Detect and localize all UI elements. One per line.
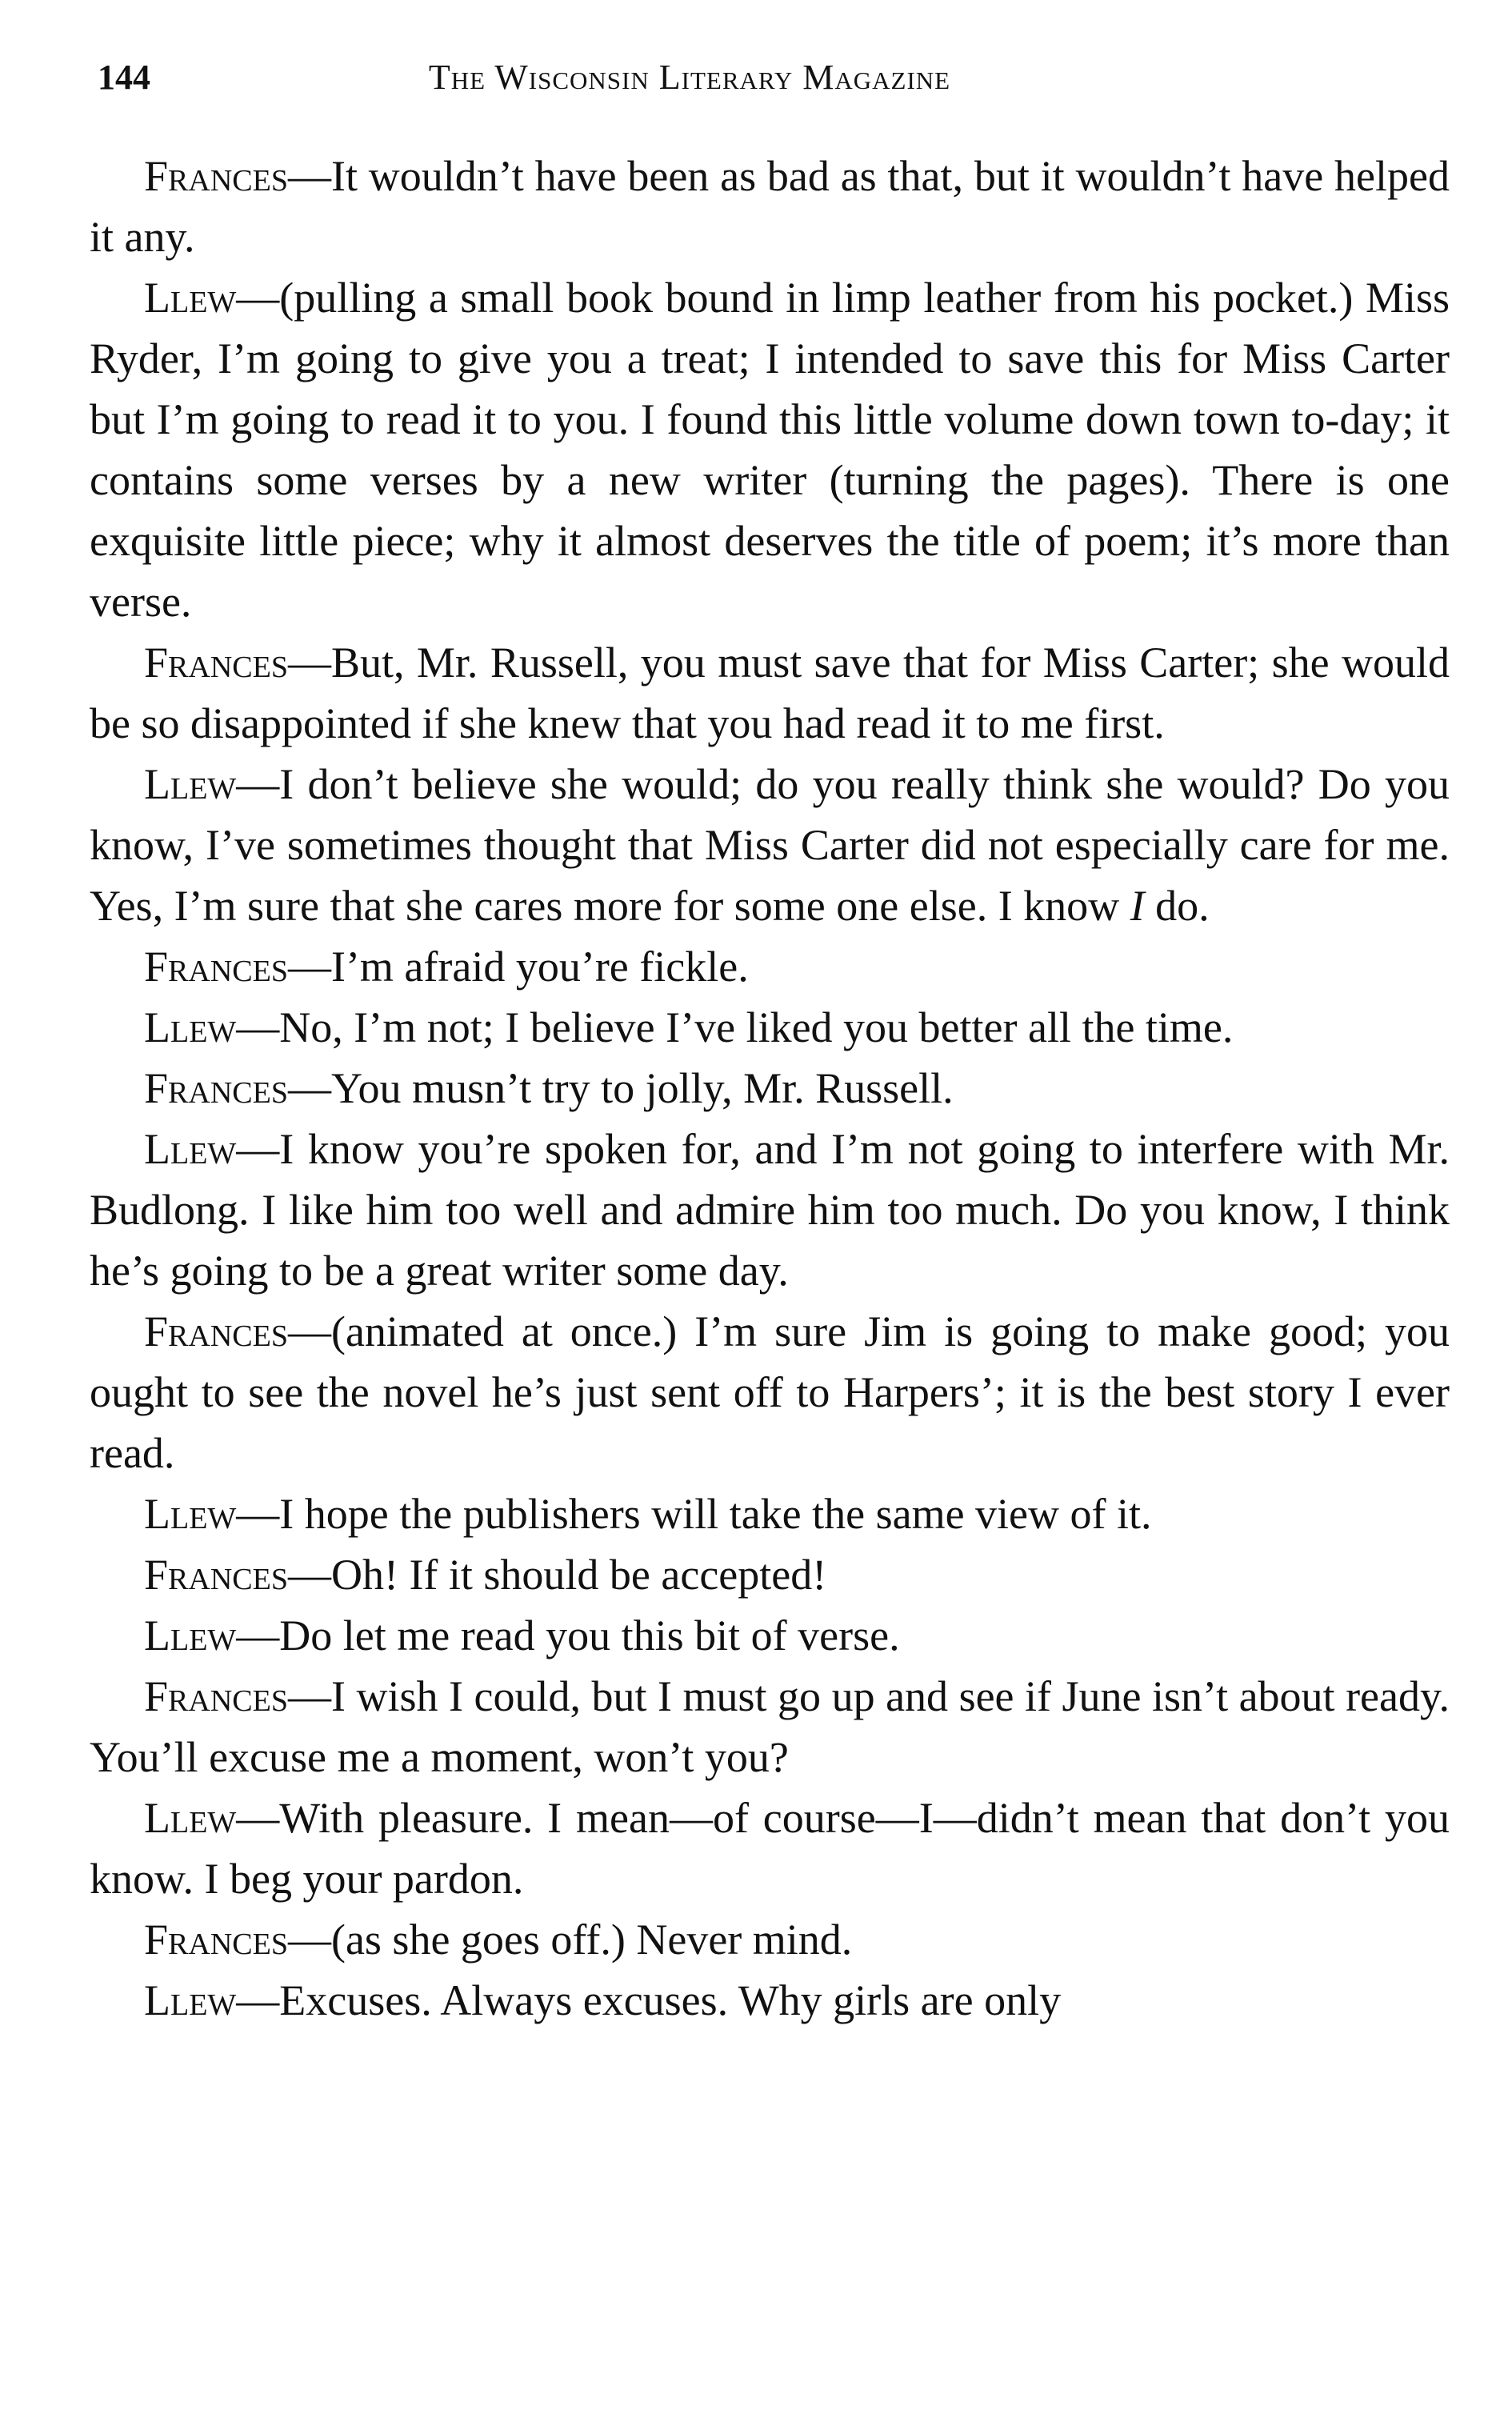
speaker-name: Frances — [144, 152, 288, 200]
dialogue-line: —No, I’m not; I believe I’ve liked you better all the time. — [236, 1003, 1234, 1051]
dialogue-paragraph — [90, 997, 1450, 1058]
speaker-name: Frances — [144, 1064, 288, 1112]
speaker-name: Llew — [144, 1976, 237, 2024]
speaker-name: Llew — [144, 274, 237, 322]
speaker-name: Frances — [144, 1672, 288, 1720]
speaker-name: Frances — [144, 1551, 288, 1599]
speaker-name: Frances — [144, 1307, 288, 1355]
dialogue-paragraph — [90, 267, 1450, 632]
dialogue-line: —I wish I could, but I must go up and see if June isn’t about ready. You’ll excuse me a moment, won’t you? — [90, 1672, 1450, 1781]
speaker-name: Llew — [144, 1003, 237, 1051]
speaker-name: Frances — [144, 1916, 288, 1964]
dialogue-line-tail: do. — [1144, 882, 1210, 930]
speaker-name: Frances — [144, 943, 288, 991]
dialogue-paragraph — [90, 1970, 1450, 2031]
dialogue-line: —I’m afraid you’re fickle. — [287, 943, 749, 991]
dialogue-paragraph — [90, 146, 1450, 267]
speaker-name: Llew — [144, 1794, 237, 1842]
dialogue-paragraph — [90, 632, 1450, 754]
speaker-name: Llew — [144, 760, 237, 808]
page-number: 144 — [98, 58, 150, 97]
dialogue-paragraph — [90, 754, 1450, 936]
dialogue-line: —(pulling a small book bound in limp leather from his pocket.) Miss Ryder, I’m going to give you a treat; I intended to save this for Miss Carter but I’m going to read it to you. I found this little volume down town to-day; it contains some verses by a new writer (turning the pages). There is one exquisite little piece; why it almost deserves the title of poem; it’s more than verse. — [90, 274, 1450, 626]
dialogue-text — [90, 146, 1450, 2031]
dialogue-line: —With pleasure. I mean—of course—I—didn’t mean that don’t you know. I beg your pardon. — [90, 1794, 1450, 1903]
dialogue-line: —Excuses. Always excuses. Why girls are only — [236, 1976, 1062, 2024]
dialogue-paragraph — [90, 936, 1450, 997]
dialogue-line: —I don’t believe she would; do you really think she would? Do you know, I’ve sometimes thought that Miss Carter did not especially care for me. Yes, I’m sure that she cares more for some one else. I know — [90, 760, 1450, 930]
dialogue-paragraph — [90, 1058, 1450, 1119]
dialogue-line: —Oh! If it should be accepted! — [287, 1551, 827, 1599]
emphasis-word: I — [1130, 882, 1145, 930]
running-title: The Wisconsin Literary Magazine — [428, 58, 951, 97]
dialogue-line: —(animated at once.) I’m sure Jim is going to make good; you ought to see the novel he’s just sent off to Harpers’; it is the best story I ever read. — [90, 1307, 1450, 1477]
dialogue-paragraph — [90, 1301, 1450, 1483]
dialogue-line: —But, Mr. Russell, you must save that for Miss Carter; she would be so disappointed if she knew that you had read it to me first. — [90, 639, 1450, 747]
dialogue-line: —I hope the publishers will take the same view of it. — [236, 1490, 1152, 1538]
dialogue-line: —You musn’t try to jolly, Mr. Russell. — [287, 1064, 954, 1112]
dialogue-paragraph — [90, 1909, 1450, 1970]
speaker-name: Llew — [144, 1490, 237, 1538]
dialogue-paragraph — [90, 1544, 1450, 1605]
dialogue-line: —(as she goes off.) Never mind. — [287, 1916, 853, 1964]
dialogue-paragraph — [90, 1483, 1450, 1544]
dialogue-paragraph — [90, 1605, 1450, 1666]
speaker-name: Llew — [144, 1125, 237, 1173]
dialogue-line: —I know you’re spoken for, and I’m not going to interfere with Mr. Budlong. I like him too well and admire him too much. Do you know, I think he’s going to be a great writer some day. — [90, 1125, 1450, 1295]
dialogue-line: —Do let me read you this bit of verse. — [236, 1611, 900, 1659]
dialogue-line: —It wouldn’t have been as bad as that, but it wouldn’t have helped it any. — [90, 152, 1450, 261]
dialogue-paragraph — [90, 1787, 1450, 1909]
page-header — [98, 50, 1186, 106]
dialogue-paragraph — [90, 1119, 1450, 1301]
dialogue-paragraph — [90, 1666, 1450, 1787]
speaker-name: Llew — [144, 1611, 237, 1659]
speaker-name: Frances — [144, 639, 288, 687]
